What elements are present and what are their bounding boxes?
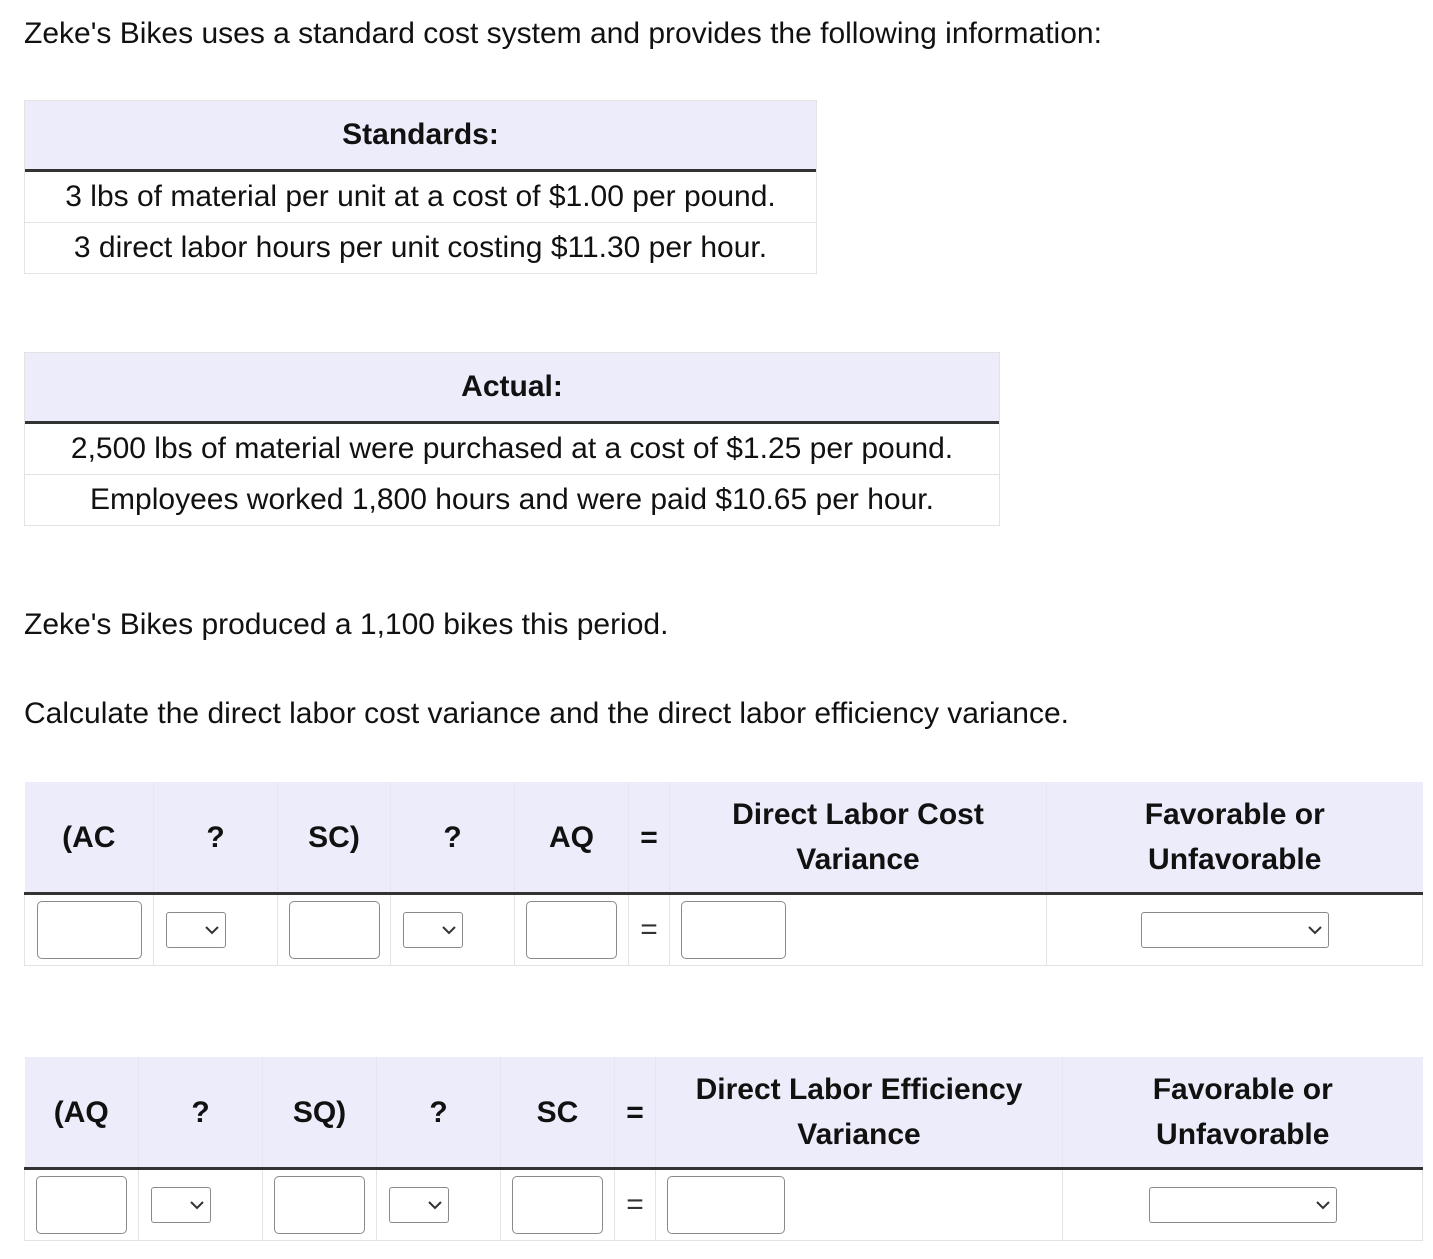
header-equals: = — [629, 782, 670, 894]
standards-title: Standards: — [25, 101, 816, 172]
header-aq: (AQ — [25, 1057, 139, 1169]
actual-row: 2,500 lbs of material were purchased at a cost of $1.25 per pound. — [70, 432, 954, 465]
actual-title: Actual: — [25, 353, 999, 424]
header-ac: (AC — [25, 782, 154, 894]
standards-row: 3 direct labor hours per unit costing $11.30 per hour. — [25, 222, 816, 273]
standards-table — [24, 100, 817, 274]
sq-input[interactable] — [274, 1176, 365, 1234]
header-operator: ? — [377, 1057, 501, 1169]
sc-input[interactable] — [289, 901, 380, 959]
instruction-text: Calculate the direct labor cost variance and the direct labor efficiency variance. — [24, 697, 1070, 730]
header-sc: SC) — [278, 782, 391, 894]
chevron-down-icon — [188, 1199, 206, 1211]
operator-select[interactable] — [403, 912, 463, 948]
actual-row: Employees worked 1,800 hours and were paid $10.65 per hour. — [25, 474, 999, 525]
actual-table — [24, 352, 1000, 526]
cost-variance-table — [24, 782, 1423, 966]
equals-sign: = — [626, 1188, 644, 1221]
chevron-down-icon — [1314, 1199, 1332, 1211]
header-fav-unfav: Favorable or Unfavorable — [1063, 1057, 1423, 1169]
fav-unfav-select[interactable] — [1141, 912, 1329, 948]
cost-variance-input[interactable] — [681, 901, 786, 959]
header-operator: ? — [154, 782, 278, 894]
aq-input[interactable] — [526, 901, 617, 959]
chevron-down-icon — [203, 924, 221, 936]
equals-sign: = — [640, 913, 658, 946]
operator-select[interactable] — [389, 1187, 449, 1223]
header-fav-unfav: Favorable or Unfavorable — [1047, 782, 1423, 894]
header-aq: AQ — [515, 782, 629, 894]
header-operator: ? — [139, 1057, 263, 1169]
sc-input[interactable] — [512, 1176, 603, 1234]
chevron-down-icon — [1306, 924, 1324, 936]
header-cost-variance: Direct Labor Cost Variance — [670, 782, 1047, 894]
intro-text: Zeke's Bikes uses a standard cost system and provides the following information: — [24, 17, 1102, 50]
production-text: Zeke's Bikes produced a 1,100 bikes this period. — [24, 608, 669, 641]
standards-row: 3 lbs of material per unit at a cost of $1.00 per pound. — [65, 180, 776, 213]
header-equals: = — [615, 1057, 656, 1169]
aq-input[interactable] — [36, 1176, 127, 1234]
operator-select[interactable] — [166, 912, 226, 948]
chevron-down-icon — [426, 1199, 444, 1211]
header-efficiency-variance: Direct Labor Efficiency Variance — [656, 1057, 1063, 1169]
header-sc: SC — [501, 1057, 615, 1169]
fav-unfav-select[interactable] — [1149, 1187, 1337, 1223]
efficiency-variance-table — [24, 1057, 1423, 1241]
efficiency-variance-input[interactable] — [667, 1176, 785, 1234]
operator-select[interactable] — [151, 1187, 211, 1223]
ac-input[interactable] — [37, 901, 142, 959]
header-sq: SQ) — [263, 1057, 377, 1169]
chevron-down-icon — [440, 924, 458, 936]
header-operator: ? — [391, 782, 515, 894]
